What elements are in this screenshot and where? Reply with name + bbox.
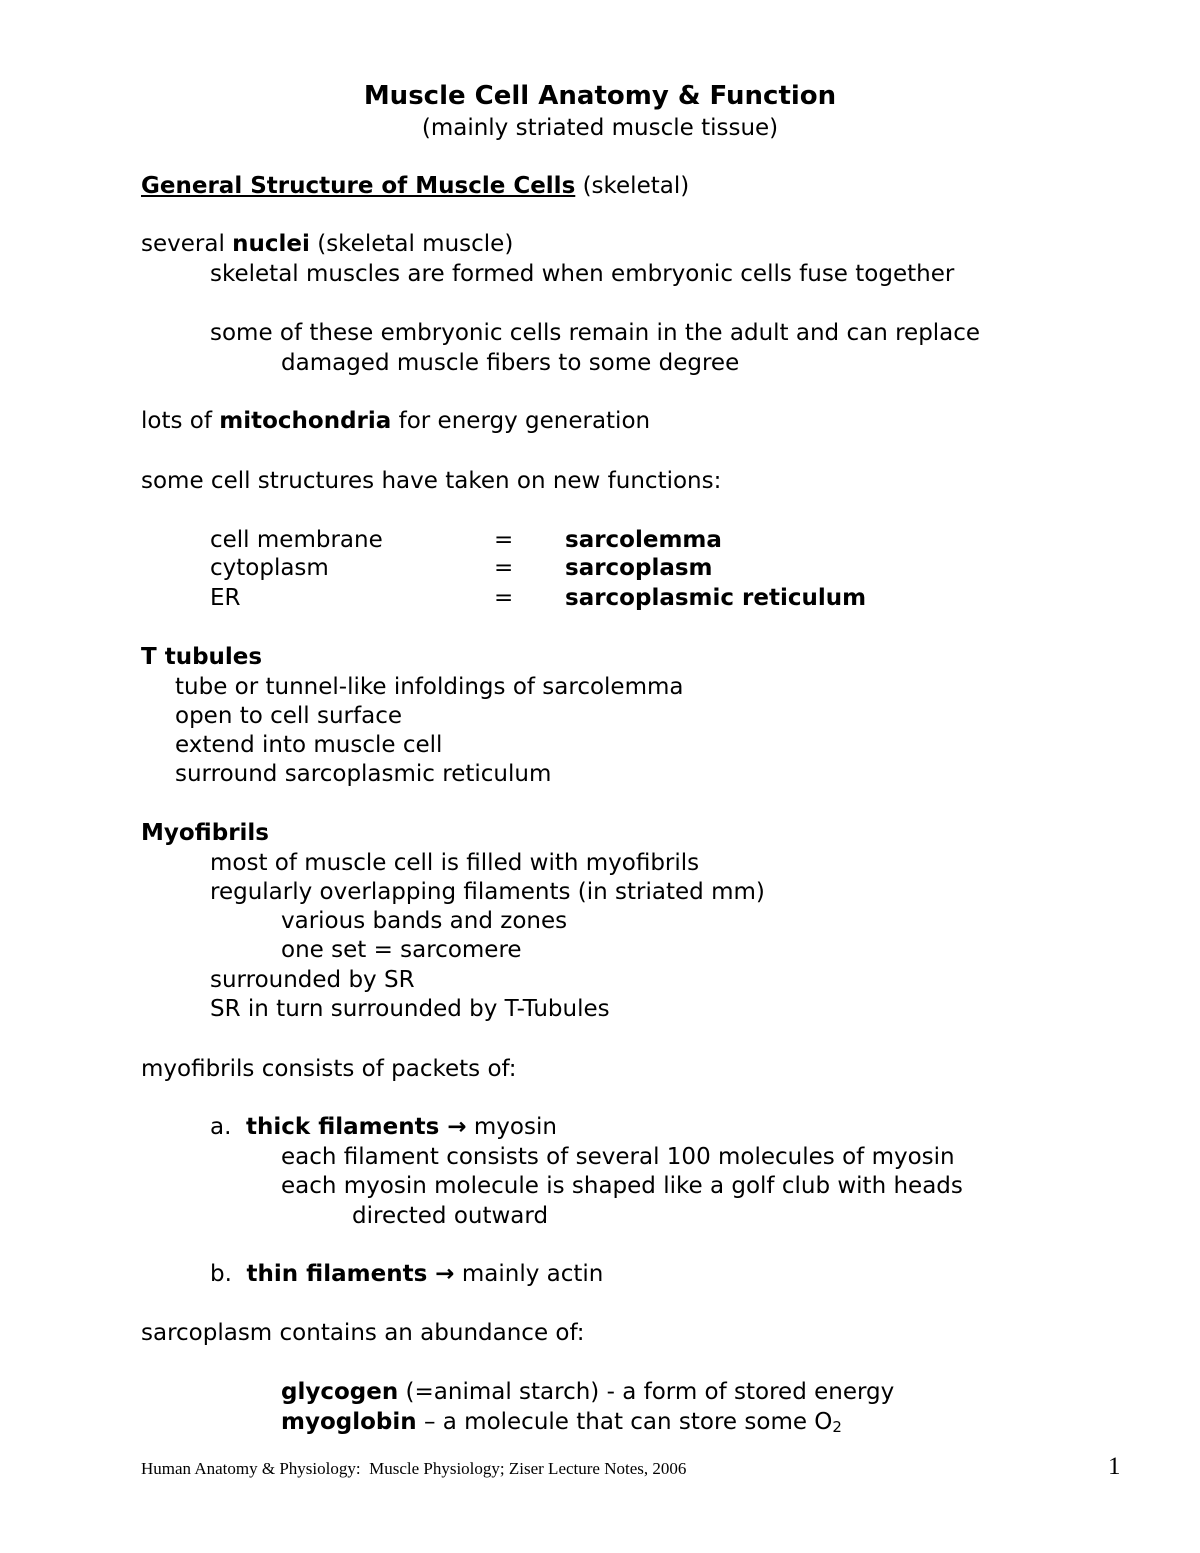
nuclei-post: (skeletal muscle): [309, 231, 514, 257]
thick-detail-3: directed outward: [352, 1203, 549, 1229]
thick-post: myosin: [466, 1114, 557, 1140]
glycogen-post: (=animal starch) - a form of stored energy: [398, 1379, 895, 1405]
myofibrils-line-3: various bands and zones: [281, 908, 568, 934]
page-subtitle: (mainly striated muscle tissue): [421, 115, 779, 141]
equiv-eq-1: =: [494, 527, 514, 553]
oxygen-subscript: 2: [832, 1418, 842, 1436]
equiv-right-2: sarcoplasm: [565, 555, 713, 581]
equiv-left-3: ER: [210, 585, 241, 611]
sarcoplasm-contains-line: sarcoplasm contains an abundance of:: [141, 1320, 585, 1346]
thick-filaments-line: [210, 1112, 557, 1142]
mito-post: for energy generation: [391, 408, 651, 434]
myoglobin-line: [281, 1407, 842, 1442]
t-tubules-item: surround sarcoplasmic reticulum: [175, 761, 552, 787]
myofibrils-line-5: surrounded by SR: [210, 967, 415, 993]
nuclei-detail-1: skeletal muscles are formed when embryonic cells fuse together: [210, 261, 955, 287]
section-heading-t-tubules: T tubules: [141, 644, 263, 670]
myoglobin-term: myoglobin: [281, 1409, 417, 1435]
myoglobin-post: – a molecule that can store some O: [416, 1409, 833, 1435]
packets-line: myofibrils consists of packets of:: [141, 1056, 517, 1082]
thick-detail-1: each filament consists of several 100 molecules of myosin: [281, 1144, 955, 1170]
nuclei-line: [141, 229, 513, 259]
section-heading-myofibrils: Myofibrils: [141, 820, 269, 846]
equiv-eq-3: =: [494, 585, 514, 611]
thin-filaments-line: [210, 1259, 603, 1289]
arrow-right-icon: →: [447, 1114, 467, 1140]
nuclei-term: nuclei: [232, 231, 310, 257]
thick-detail-2: each myosin molecule is shaped like a golf club with heads: [281, 1173, 963, 1199]
myofibrils-line-1: most of muscle cell is filled with myofibrils: [210, 850, 700, 876]
myofibrils-line-4: one set = sarcomere: [281, 937, 522, 963]
page-title: Muscle Cell Anatomy & Function: [363, 81, 837, 111]
mito-term: mitochondria: [219, 408, 392, 434]
t-tubules-item: extend into muscle cell: [175, 732, 443, 758]
nuclei-pre: several: [141, 231, 233, 257]
equiv-right-1: sarcolemma: [565, 527, 722, 553]
thin-term: thin filaments: [246, 1261, 436, 1287]
mitochondria-line: [141, 406, 650, 436]
equiv-eq-2: =: [494, 555, 514, 581]
t-tubules-item: tube or tunnel-like infoldings of sarcolemma: [175, 674, 684, 700]
myofibrils-line-6: SR in turn surrounded by T-Tubules: [210, 996, 610, 1022]
page-footer: Human Anatomy & Physiology: Muscle Physiology; Ziser Lecture Notes, 2006: [141, 1459, 687, 1478]
nuclei-detail-2: some of these embryonic cells remain in the adult and can replace: [210, 320, 981, 346]
section-heading-general: [141, 171, 689, 201]
glycogen-term: glycogen: [281, 1379, 399, 1405]
myofibrils-line-2: regularly overlapping filaments (in striated mm): [210, 879, 765, 905]
arrow-right-icon: →: [435, 1261, 455, 1287]
thin-label: b.: [210, 1261, 247, 1287]
thin-post: mainly actin: [454, 1261, 604, 1287]
equiv-left-1: cell membrane: [210, 527, 383, 553]
t-tubules-item: open to cell surface: [175, 703, 403, 729]
mito-pre: lots of: [141, 408, 220, 434]
thick-term: thick filaments: [246, 1114, 448, 1140]
equiv-left-2: cytoplasm: [210, 555, 329, 581]
nuclei-detail-3: damaged muscle fibers to some degree: [281, 350, 740, 376]
page-number: 1: [1108, 1453, 1121, 1480]
new-functions-line: some cell structures have taken on new functions:: [141, 468, 722, 494]
equiv-right-3: sarcoplasmic reticulum: [565, 585, 867, 611]
general-heading-text: General Structure of Muscle Cells: [141, 173, 576, 199]
general-heading-note: (skeletal): [575, 173, 690, 199]
glycogen-line: [281, 1377, 894, 1407]
thick-label: a.: [210, 1114, 247, 1140]
